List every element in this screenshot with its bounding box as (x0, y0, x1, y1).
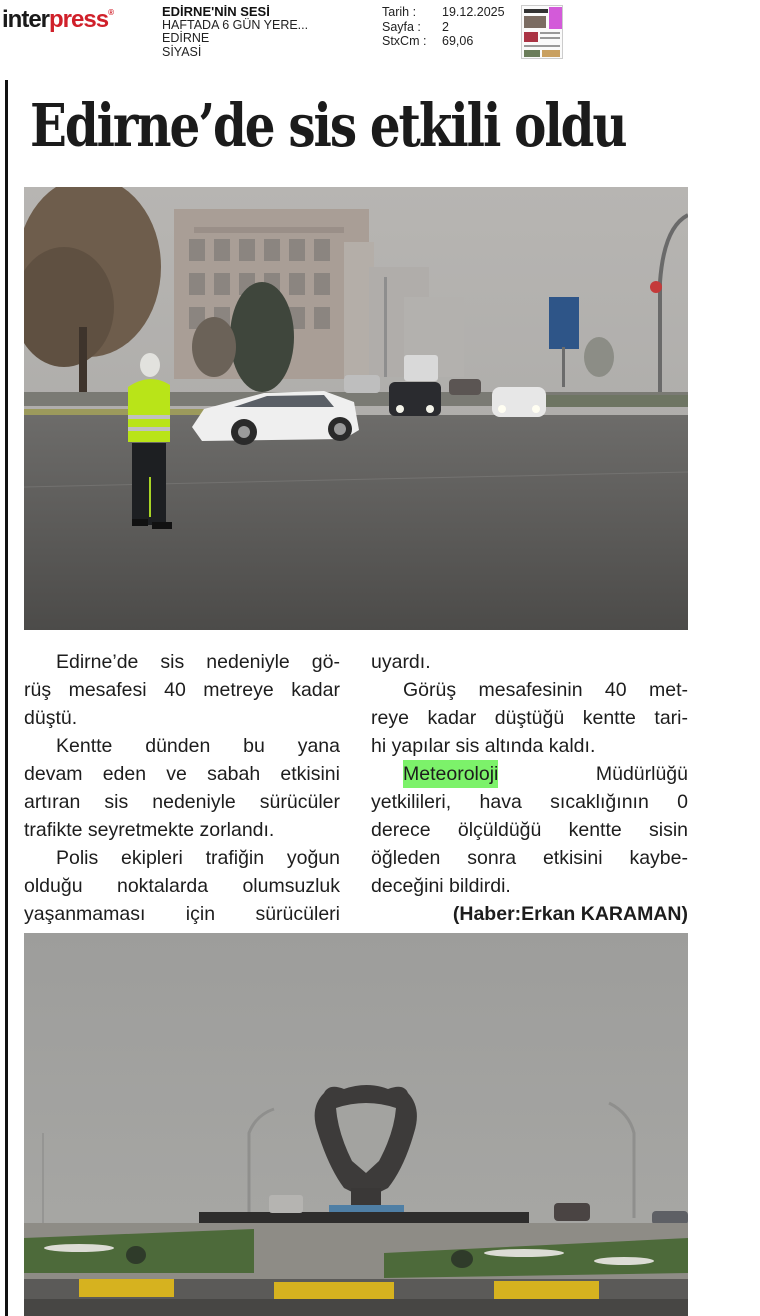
paragraph-line: deceğini bildirdi. (371, 875, 511, 897)
paragraph-line: olduğu noktalarda olumsuzluk (24, 875, 340, 897)
article-column-2 (371, 648, 688, 928)
interpress-logo: interpress® (2, 6, 113, 33)
date-value: 19.12.2025 (442, 5, 505, 19)
paragraph-line: trafikte seyretmekte zorlandı. (24, 819, 275, 841)
paragraph-line: devam eden ve sabah etkisini (24, 763, 340, 785)
paragraph-line: öğleden sonra etkisini kaybe- (371, 847, 688, 869)
page-label: Sayfa : (382, 19, 421, 34)
paragraph-line: düştü. (24, 707, 78, 729)
paragraph-line: rüş mesafesi 40 metreye kadar (24, 679, 340, 701)
paragraph-line: reye kadar düştüğü kentte tari- (371, 707, 688, 729)
clipping-meta (382, 5, 505, 49)
paragraph-line: Görüş mesafesinin 40 met- (403, 679, 688, 701)
paragraph-line: uyardı. (371, 651, 431, 673)
paragraph-line: Kentte dünden bu yana (56, 735, 340, 757)
stxcm-value: 69,06 (442, 34, 474, 48)
paragraph-line: Polis ekipleri trafiğin yoğun (56, 847, 340, 869)
article-column-1 (24, 648, 340, 928)
date-label: Tarih : (382, 5, 417, 19)
stxcm-label: StxCm : (382, 34, 427, 48)
publication-info (162, 5, 308, 59)
publication-city: EDİRNE (162, 31, 210, 45)
paragraph-line: yetkilileri, hava sıcaklığının 0 (371, 791, 688, 813)
highlighted-keyword: Meteoroloji (403, 760, 498, 788)
page-thumbnail[interactable] (521, 5, 563, 59)
article-headline: Edirne’de sis etkili oldu (30, 91, 626, 160)
photo-foggy-monument (24, 933, 688, 1316)
page-value: 2 (442, 19, 449, 34)
paragraph-line: hi yapılar sis altında kaldı. (371, 735, 596, 757)
photo-foggy-street (24, 187, 688, 630)
publication-name: EDİRNE'NİN SESİ (162, 4, 270, 19)
publication-frequency: HAFTADA 6 GÜN YERE... (162, 17, 309, 32)
paragraph-line: artıran sis nedeniyle sürücüler (24, 791, 340, 813)
paragraph-line: yaşanmaması için sürücüleri (24, 903, 340, 925)
paragraph-line: derece ölçüldüğü kentte sisin (371, 819, 688, 841)
article-byline: (Haber:Erkan KARAMAN) (452, 903, 688, 925)
paragraph-line (371, 760, 688, 788)
paragraph-line: Edirne’de sis nedeniyle gö- (56, 651, 340, 673)
paragraph-word: Müdürlüğü (595, 763, 688, 785)
left-border-rule (5, 80, 8, 1316)
publication-category: SİYASİ (162, 44, 202, 59)
